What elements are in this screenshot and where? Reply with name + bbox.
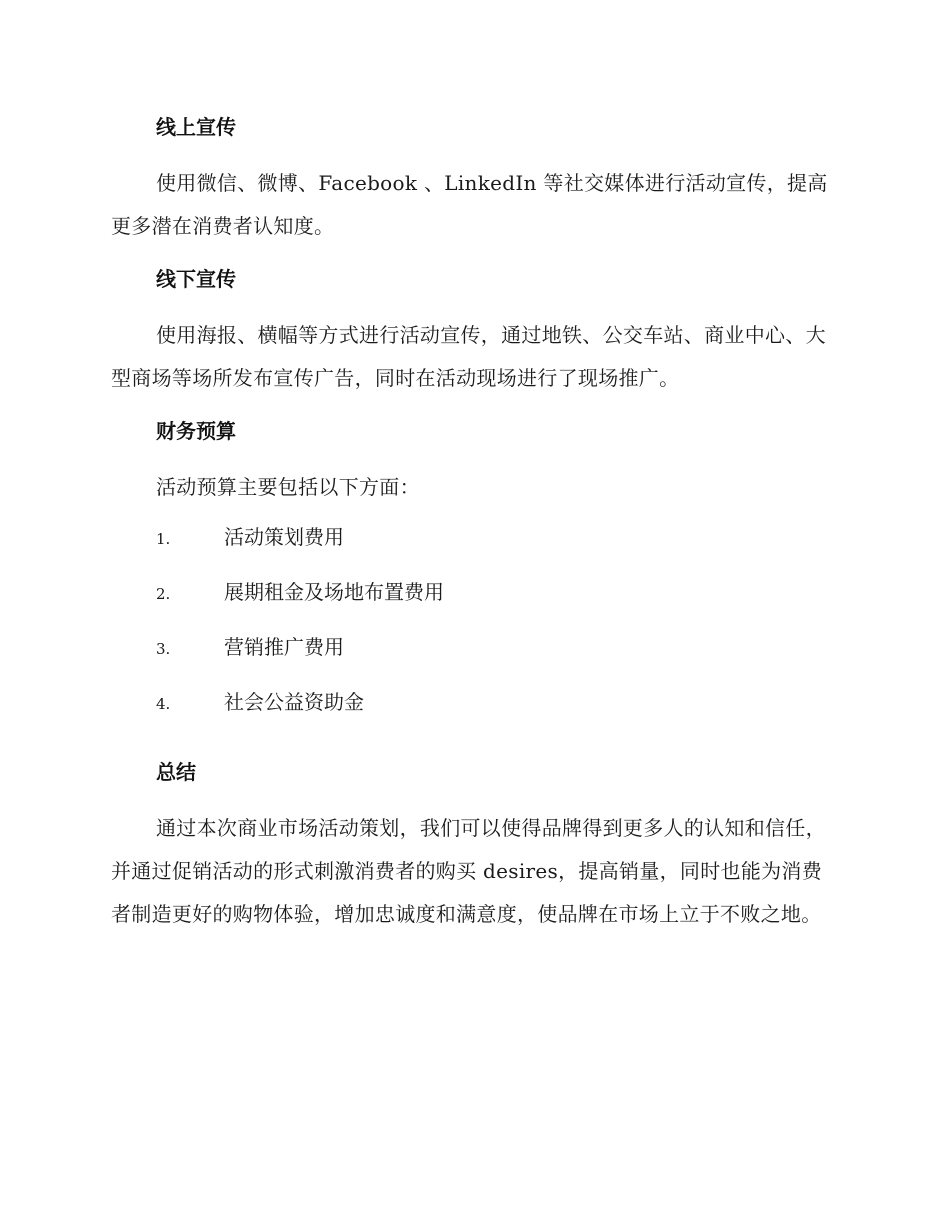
- list-item: [111, 576, 831, 631]
- section-heading-budget: 财务预算: [156, 419, 236, 443]
- section-heading-summary: 总结: [156, 760, 196, 784]
- document-content: [111, 108, 831, 948]
- online-promotion-paragraph: 使用微信、微博、Facebook 、LinkedIn 等社交媒体进行活动宣传，提高更多潜在消费者认知度。: [111, 171, 828, 238]
- section-heading-online-promotion: 线上宣传: [156, 115, 236, 139]
- section-heading-offline-promotion: 线下宣传: [156, 267, 236, 291]
- list-item: [111, 631, 831, 686]
- list-item-number: 1.: [156, 530, 171, 548]
- list-item-text: 社会公益资助金: [224, 690, 364, 714]
- list-item-text: 营销推广费用: [224, 635, 344, 659]
- list-item-number: 4.: [156, 695, 171, 713]
- budget-intro-paragraph: 活动预算主要包括以下方面：: [156, 475, 420, 499]
- summary-paragraph: 通过本次商业市场活动策划，我们可以使得品牌得到更多人的认知和信任，并通过促销活动的形式刺激消费者的购买 desires，提高销量，同时也能为消费者制造更好的购物体验，增加忠诚度和满意度，使品牌在市场上立于不败之地。: [111, 816, 826, 926]
- offline-promotion-paragraph: 使用海报、横幅等方式进行活动宣传，通过地铁、公交车站、商业中心、大型商场等场所发布宣传广告，同时在活动现场进行了现场推广。: [111, 323, 826, 390]
- list-item-number: 2.: [156, 585, 171, 603]
- list-item-text: 展期租金及场地布置费用: [224, 580, 444, 604]
- list-item: [111, 521, 831, 576]
- budget-list: [111, 521, 831, 741]
- list-item-text: 活动策划费用: [224, 525, 344, 549]
- list-item: [111, 686, 831, 741]
- list-item-number: 3.: [156, 640, 171, 658]
